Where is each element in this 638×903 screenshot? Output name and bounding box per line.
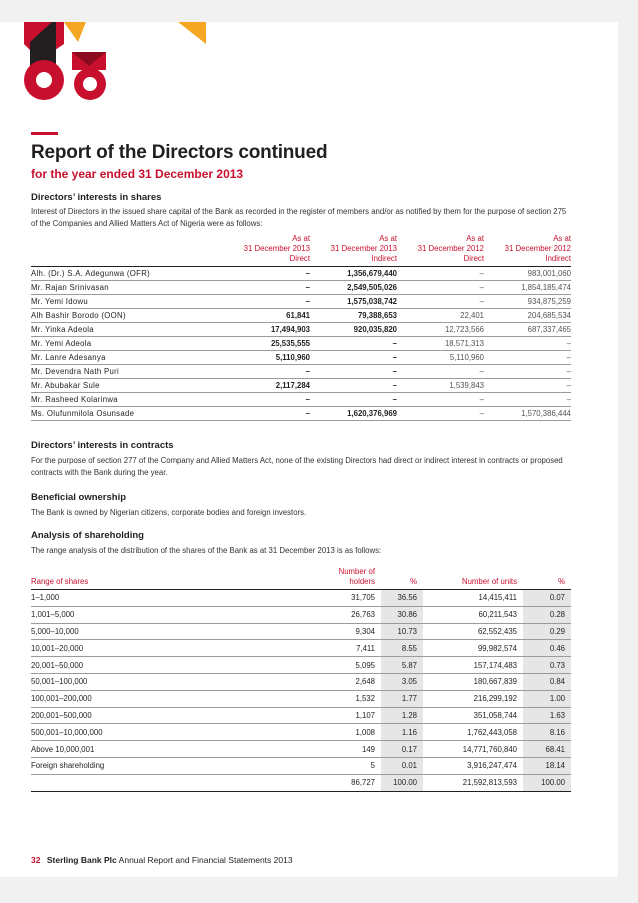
contracts-text: For the purpose of section 277 of the Company and Allied Matters Act, none of the existing Directors had direct or indirect interest in contracts or proposed contracts with the Bank during the year. [31, 456, 563, 477]
shareholding-intro: The range analysis of the distribution of the shares of the Bank as at 31 December 2013 is as follows: [31, 546, 382, 555]
table-row: 1,001–5,000 26,763 30.86 60,211,543 0.28 [31, 606, 571, 623]
column-header-name [31, 234, 223, 267]
column-header: As at 31 December 2013 Indirect [330, 234, 397, 263]
column-header-holders: Number of holders [338, 567, 375, 586]
column-header-percent: % [410, 577, 417, 586]
table-row: Mr. Rasheed Kolarinwa – – – – [31, 393, 571, 407]
sterling-logo-icon [0, 22, 220, 122]
column-header: As at 31 December 2012 Direct [417, 234, 484, 263]
table-row: 1–1,000 31,705 36.56 14,415,411 0.07 [31, 590, 571, 607]
table-row: Above 10,000,001 149 0.17 14,771,760,840 68.41 [31, 741, 571, 758]
table-row: 100,001–200,000 1,532 1.77 216,299,192 1.00 [31, 690, 571, 707]
column-header-range: Range of shares [31, 577, 89, 586]
page-footer [31, 855, 293, 865]
page-title: Report of the Directors continued [31, 142, 328, 163]
shareholding-heading: Analysis of shareholding [31, 530, 144, 541]
table-row: 50,001–100,000 2,648 3.05 180,667,839 0.84 [31, 673, 571, 690]
column-header-percent: % [558, 577, 565, 586]
table-row: 200,001–500,000 1,107 1.28 351,058,744 1.63 [31, 707, 571, 724]
footer-company: Sterling Bank Plc [46, 855, 117, 865]
page-number: 32 [31, 855, 41, 865]
table-row: Mr. Rajan Srinivasan – 2,549,505,026 – 1,854,185,474 [31, 281, 571, 295]
page-subtitle: for the year ended 31 December 2013 [31, 167, 244, 181]
table-row: Ms. Olufunmilola Osunsade – 1,620,376,969 – 1,570,386,444 [31, 407, 571, 421]
title-accent-rule [31, 132, 58, 135]
total-row: 86,727 100.00 21,592,813,593 100.00 [31, 774, 571, 791]
table-row: Mr. Yemi Adeola 25,535,555 – 18,571,313 – [31, 337, 571, 351]
table-row: 20,001–50,000 5,095 5.87 157,174,483 0.73 [31, 657, 571, 674]
table-row: Alh. (Dr.) S.A. Adegunwa (OFR) – 1,356,679,440 – 983,001,060 [31, 267, 571, 281]
column-header: As at 31 December 2012 Indirect [504, 234, 571, 263]
table-row: Mr. Yemi Idowu – 1,575,038,742 – 934,875,259 [31, 295, 571, 309]
table-row: 500,001–10,000,000 1,008 1.16 1,762,443,058 8.16 [31, 724, 571, 741]
table-row: Alh Bashir Borodo (OON) 61,841 79,388,653 22,401 204,685,534 [31, 309, 571, 323]
ownership-text: The Bank is owned by Nigerian citizens, corporate bodies and foreign investors. [31, 508, 307, 517]
table-row: 10,001–20,000 7,411 8.55 99,982,574 0.46 [31, 640, 571, 657]
table-row: Mr. Devendra Nath Puri – – – – [31, 365, 571, 379]
table-row: 5,000–10,000 9,304 10.73 62,552,435 0.29 [31, 623, 571, 640]
table-row: Mr. Yinka Adeola 17,494,903 920,035,820 12,723,566 687,337,465 [31, 323, 571, 337]
directors-shares-heading: Directors’ interests in shares [31, 192, 162, 203]
contracts-heading: Directors’ interests in contracts [31, 440, 174, 451]
directors-shares-table [31, 234, 571, 421]
column-header-units: Number of units [461, 577, 517, 586]
directors-shares-intro: Interest of Directors in the issued share capital of the Bank as recorded in the register of members and/or as notified by them for the purpose of section 275 of the Companies and Allied Matters Act of Nigeria were as follows: [31, 207, 567, 228]
document-page [0, 22, 618, 877]
shareholding-table [31, 567, 571, 792]
table-row: Foreign shareholding 5 0.01 3,916,247,474 18.14 [31, 757, 571, 774]
column-header: As at 31 December 2013 Direct [243, 234, 310, 263]
table-row: Mr. Lanre Adesanya 5,110,960 – 5,110,960 – [31, 351, 571, 365]
footer-report: Annual Report and Financial Statements 2013 [118, 855, 293, 865]
table-row: Mr. Abubakar Sule 2,117,284 – 1,539,843 – [31, 379, 571, 393]
ownership-heading: Beneficial ownership [31, 492, 127, 503]
